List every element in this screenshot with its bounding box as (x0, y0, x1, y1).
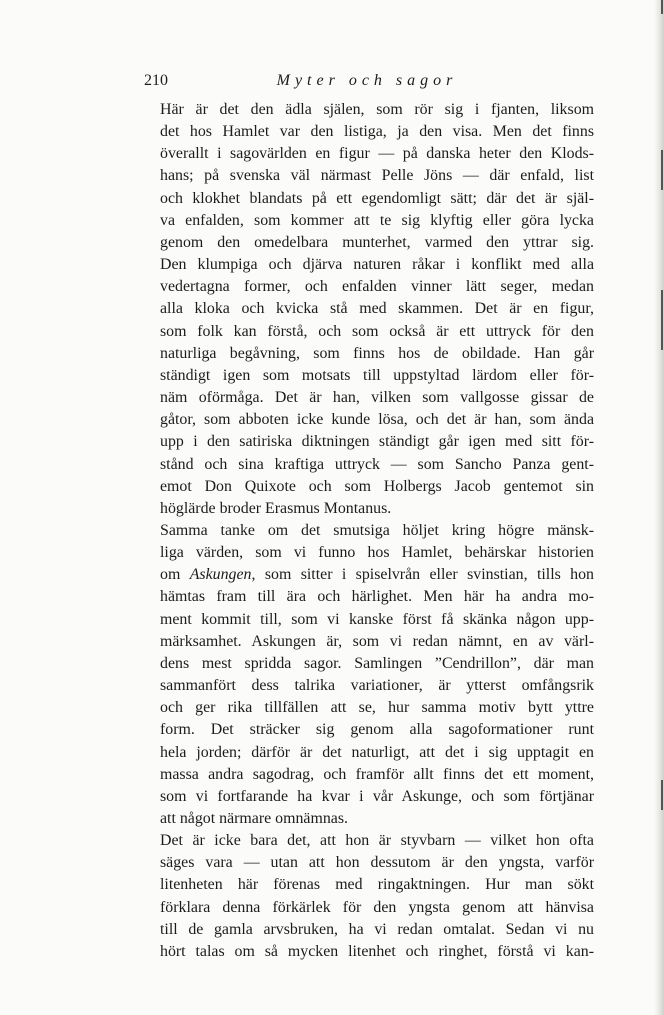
page-number: 210 (144, 72, 168, 89)
text-line (144, 564, 594, 586)
text-line: stånd och sina kraftiga uttryck — som Sancho Panza gent- (160, 455, 594, 473)
paragraph-3 (144, 830, 594, 963)
text-line: liga värden, som vi funno hos Hamlet, behärskar historien (160, 544, 594, 562)
text-line: höglärde broder Erasmus Montanus. (160, 499, 392, 517)
text-line: Det är icke bara det, att hon är styvbarn — vilket hon ofta (160, 832, 594, 850)
edge-mark (661, 150, 663, 190)
text-line: massa andra sagodrag, och framför allt finns det ett moment, (160, 765, 594, 783)
text-line: Den klumpiga och djärva naturen råkar i konflikt med alla (160, 256, 594, 274)
edge-mark (661, 0, 663, 14)
text-line: Här är det den ädla själen, som rör sig i fjanten, liksom (160, 101, 594, 118)
text-line: förklara denna förkärlek för den yngsta genom att hänvisa (160, 898, 594, 916)
text-line: det hos Hamlet var den listiga, ja den visa. Men det finns (160, 123, 594, 141)
text-line: hämtas fram till ära och härlighet. Men här ha andra mo- (160, 588, 594, 606)
text-run: om (160, 566, 190, 584)
page-header (140, 72, 594, 92)
text-line: sammanfört dess talrika variationer, är ytterst omfångsrik (160, 677, 594, 695)
text-line: va enfalden, som kommer att te sig klyftig eller göra lycka (160, 211, 594, 229)
text-line: ment kommit till, som vi kanske först få skänka någon upp- (160, 610, 594, 628)
text-line: gåtor, som abboten icke kunde lösa, och det är han, som ända (160, 411, 594, 429)
paragraph-1 (144, 99, 594, 520)
text-line: ständigt igen som motsats till uppstyltad lärdom eller för- (160, 366, 594, 384)
text-line: att något närmare omnämnas. (160, 810, 348, 827)
edge-mark (661, 290, 663, 350)
text-run: , som sitter i spiselvrån eller svinstian, tills hon (251, 566, 595, 584)
text-line: hela jorden; därför är det naturligt, att det i sig upptagit en (160, 743, 594, 761)
askungen-title: Askungen (189, 566, 252, 584)
text-line: till de gamla arvsbruken, ha vi redan omtalat. Sedan vi nu (160, 920, 594, 938)
text-line: hört talas om så mycken litenhet och ringhet, förstå vi kan- (160, 942, 594, 960)
text-line: dens mest spridda sagor. Samlingen ”Cendrillon”, där man (160, 654, 594, 672)
text-line: Samma tanke om det smutsiga höljet kring högre mänsk- (160, 521, 594, 539)
body-text (144, 99, 594, 963)
text-line: upp i den satiriska diktningen ständigt går igen med sitt för- (160, 433, 594, 451)
text-line: emot Don Quixote och som Holbergs Jacob gentemot sin (160, 477, 594, 495)
text-line: litenheten här förenas med ringaktningen. Hur man sökt (160, 876, 594, 894)
running-title: Myter och sagor (276, 72, 458, 89)
text-line: hans; på svenska väl närmast Pelle Jöns — där enfald, list (160, 167, 594, 185)
text-line: och ger rika tillfällen att se, hur samma motiv bytt yttre (160, 699, 594, 717)
text-line: naturliga begåvning, som finns hos de obildade. Han går (160, 344, 594, 362)
paragraph-2 (144, 520, 594, 830)
text-line: form. Det sträcker sig genom alla sagoformationer runt (160, 721, 594, 739)
text-line: näm oförmåga. Det är han, vilken som vallgosse gissar de (160, 389, 594, 407)
text-line: vedertagna former, och enfalden vinner lätt seger, medan (160, 278, 594, 296)
text-line: och klokhet blandats på ett egendomligt sätt; där det är själ- (160, 189, 594, 207)
edge-mark (661, 780, 663, 810)
text-line: genom den omedelbara munterhet, varmed den yttrar sig. (160, 233, 594, 251)
page-edge (654, 0, 664, 1015)
text-line: säges vara — utan att hon dessutom är den yngsta, varför (160, 854, 594, 872)
text-line: som vi fortfarande ha kvar i vår Askunge, och som förtjänar (160, 787, 594, 805)
text-line: alla kloka och kvicka stå med skammen. Det är en figur, (160, 300, 594, 318)
text-line: som folk kan förstå, och som också är ett uttryck för den (160, 322, 594, 340)
text-line: överallt i sagovärlden en figur — på danska heter den Klods- (160, 145, 594, 163)
text-line: märksamhet. Askungen är, som vi redan nämnt, en av värl- (160, 632, 594, 650)
